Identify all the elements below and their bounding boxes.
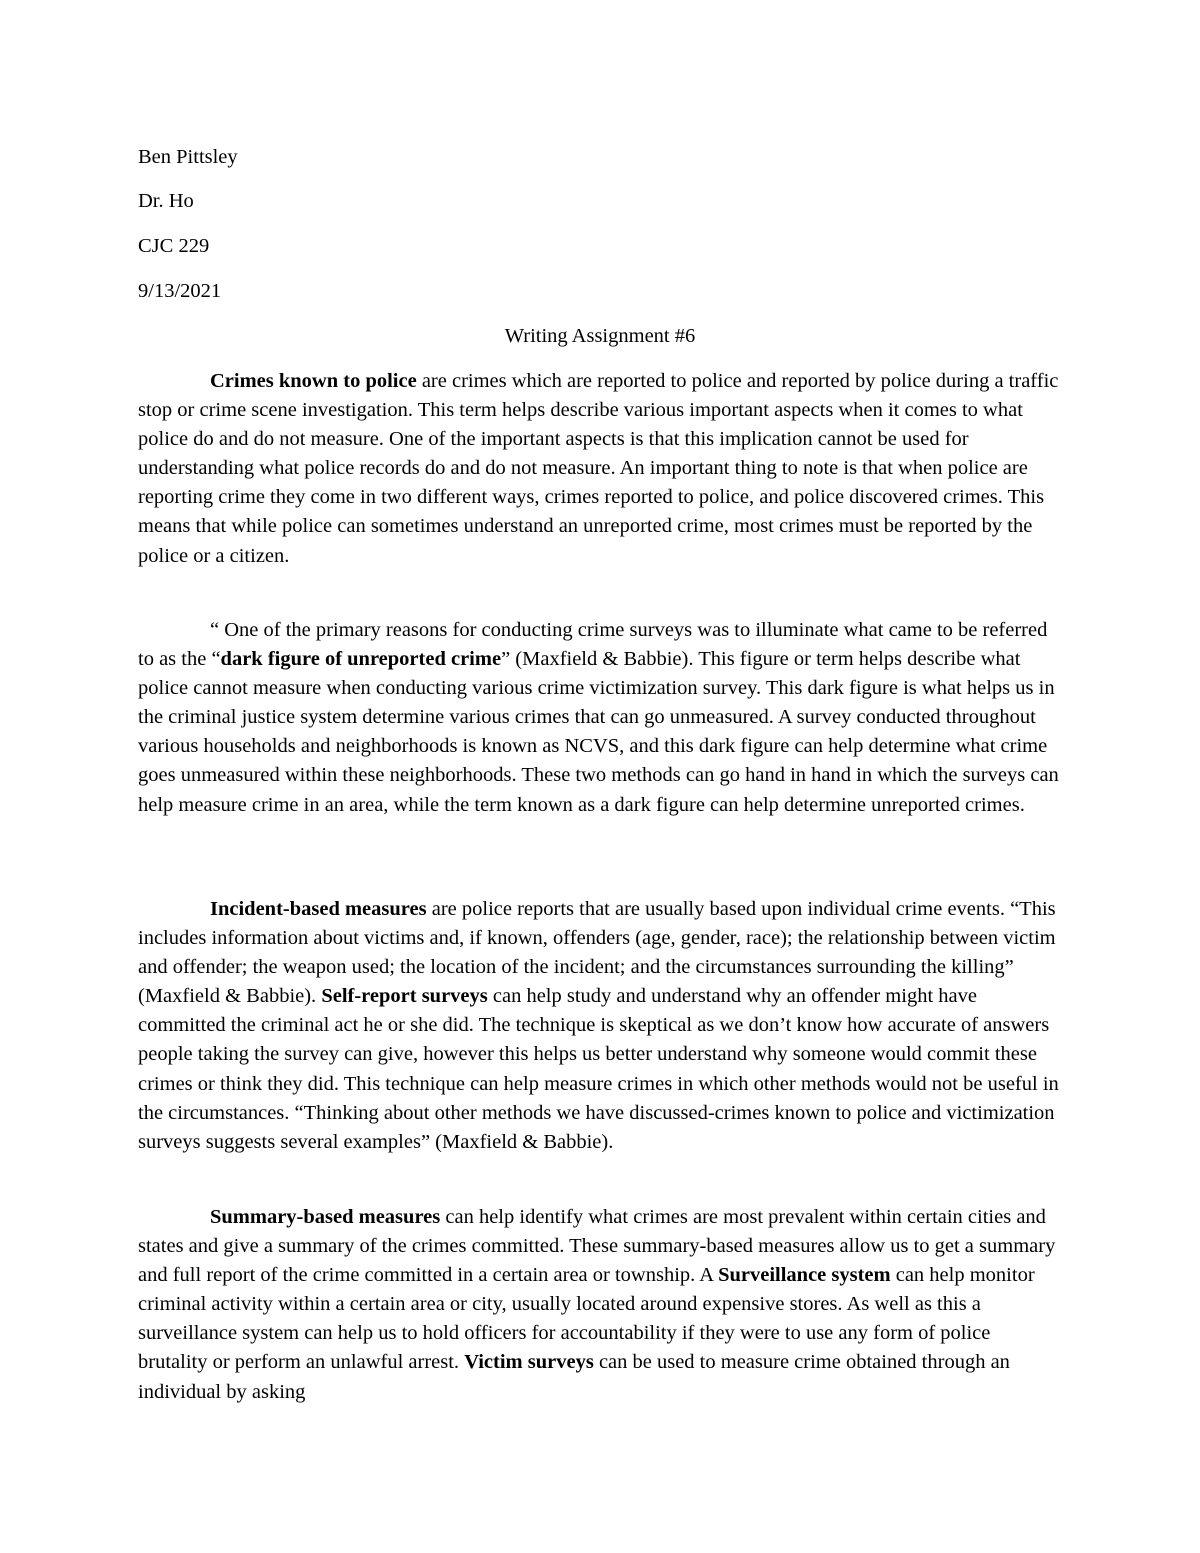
course-code: CJC 229 [138, 235, 210, 257]
paragraph-text: can be used to measure crime obtained through an individual by asking [138, 1351, 1010, 1403]
paragraph-crimes-known-to-police [138, 367, 1062, 571]
paragraph-summary-based-measures [138, 1203, 1062, 1407]
term-dark-figure-of-unreported-crime: dark figure of unreported crime [220, 648, 502, 671]
paragraph-text: are police reports that are usually based upon individual crime events. “This includes information about victims and, if known, offenders (age, gender, race); the relationship between victim and offender; the weapon used; the location of the incident; and the circumstances surrounding the killing” (Maxfield & Babbie). [138, 898, 1056, 1008]
term-incident-based-measures: Incident-based measures [210, 898, 427, 920]
paragraph-text: ” (Maxfield & Babbie). This figure or term helps describe what police cannot measure when conducting various crime victimization survey. This dark figure is what helps us in the criminal justice system determine various crimes that can go unmeasured. A survey conducted throughout various households and neighborhoods is known as NCVS, and this dark figure can help determine what crime goes unmeasured within these neighborhoods. These two methods can go hand in hand in which the surveys can help measure crime in an area, while the term known as a dark figure can help determine unreported crimes. [138, 648, 1059, 816]
term-surveillance-system: Surveillance system [718, 1264, 891, 1287]
term-summary-based-measures: Summary-based measures [210, 1206, 441, 1228]
paragraph-incident-based-measures [138, 895, 1062, 1157]
paragraph-text: are crimes which are reported to police and reported by police during a traffic stop or crime scene investigation. This term helps describe various important aspects when it comes to what police do and do not measure. One of the important aspects is that this implication cannot be used for understanding what police records do and do not measure. An important thing to note is that when police are reporting crime they come in two different ways, crimes reported to police, and police discovered crimes. This means that while police can sometimes understand an unreported crime, most crimes must be reported by the police or a citizen. [138, 370, 1059, 567]
paragraph-text: can help monitor criminal activity within a certain area or city, usually located around expensive stores. As well as this a surveillance system can help us to hold officers for accountability if they were to use any form of police brutality or perform an unlawful arrest. [138, 1264, 1035, 1374]
paragraph-text: can help identify what crimes are most prevalent within certain cities and states and give a summary of the crimes committed. These summary-based measures allow us to get a summary and full report of the crime committed in a certain area or township. A [138, 1206, 1056, 1287]
paragraph-text: “ One of the primary reasons for conducting crime surveys was to illuminate what came to be referred to as the “ [138, 619, 1048, 671]
instructor-name: Dr. Ho [138, 190, 194, 212]
author-name: Ben Pittsley [138, 146, 238, 168]
document-title: Writing Assignment #6 [504, 325, 696, 347]
term-self-report-surveys: Self-report surveys [321, 985, 488, 1008]
term-victim-surveys: Victim surveys [464, 1351, 594, 1374]
assignment-date: 9/13/2021 [138, 280, 222, 302]
paragraph-dark-figure [138, 616, 1062, 820]
term-crimes-known-to-police: Crimes known to police [210, 370, 417, 392]
paragraph-text: can help study and understand why an offender might have committed the criminal act he or she did. The technique is skeptical as we don’t know how accurate of answers people taking the survey can give, however this helps us better understand why someone would commit these crimes or think they did. This technique can help measure crimes in which other methods would not be useful in the circumstances. “Thinking about other methods we have discussed-crimes known to police and victimization surveys suggests several examples” (Maxfield & Babbie). [138, 985, 1059, 1153]
